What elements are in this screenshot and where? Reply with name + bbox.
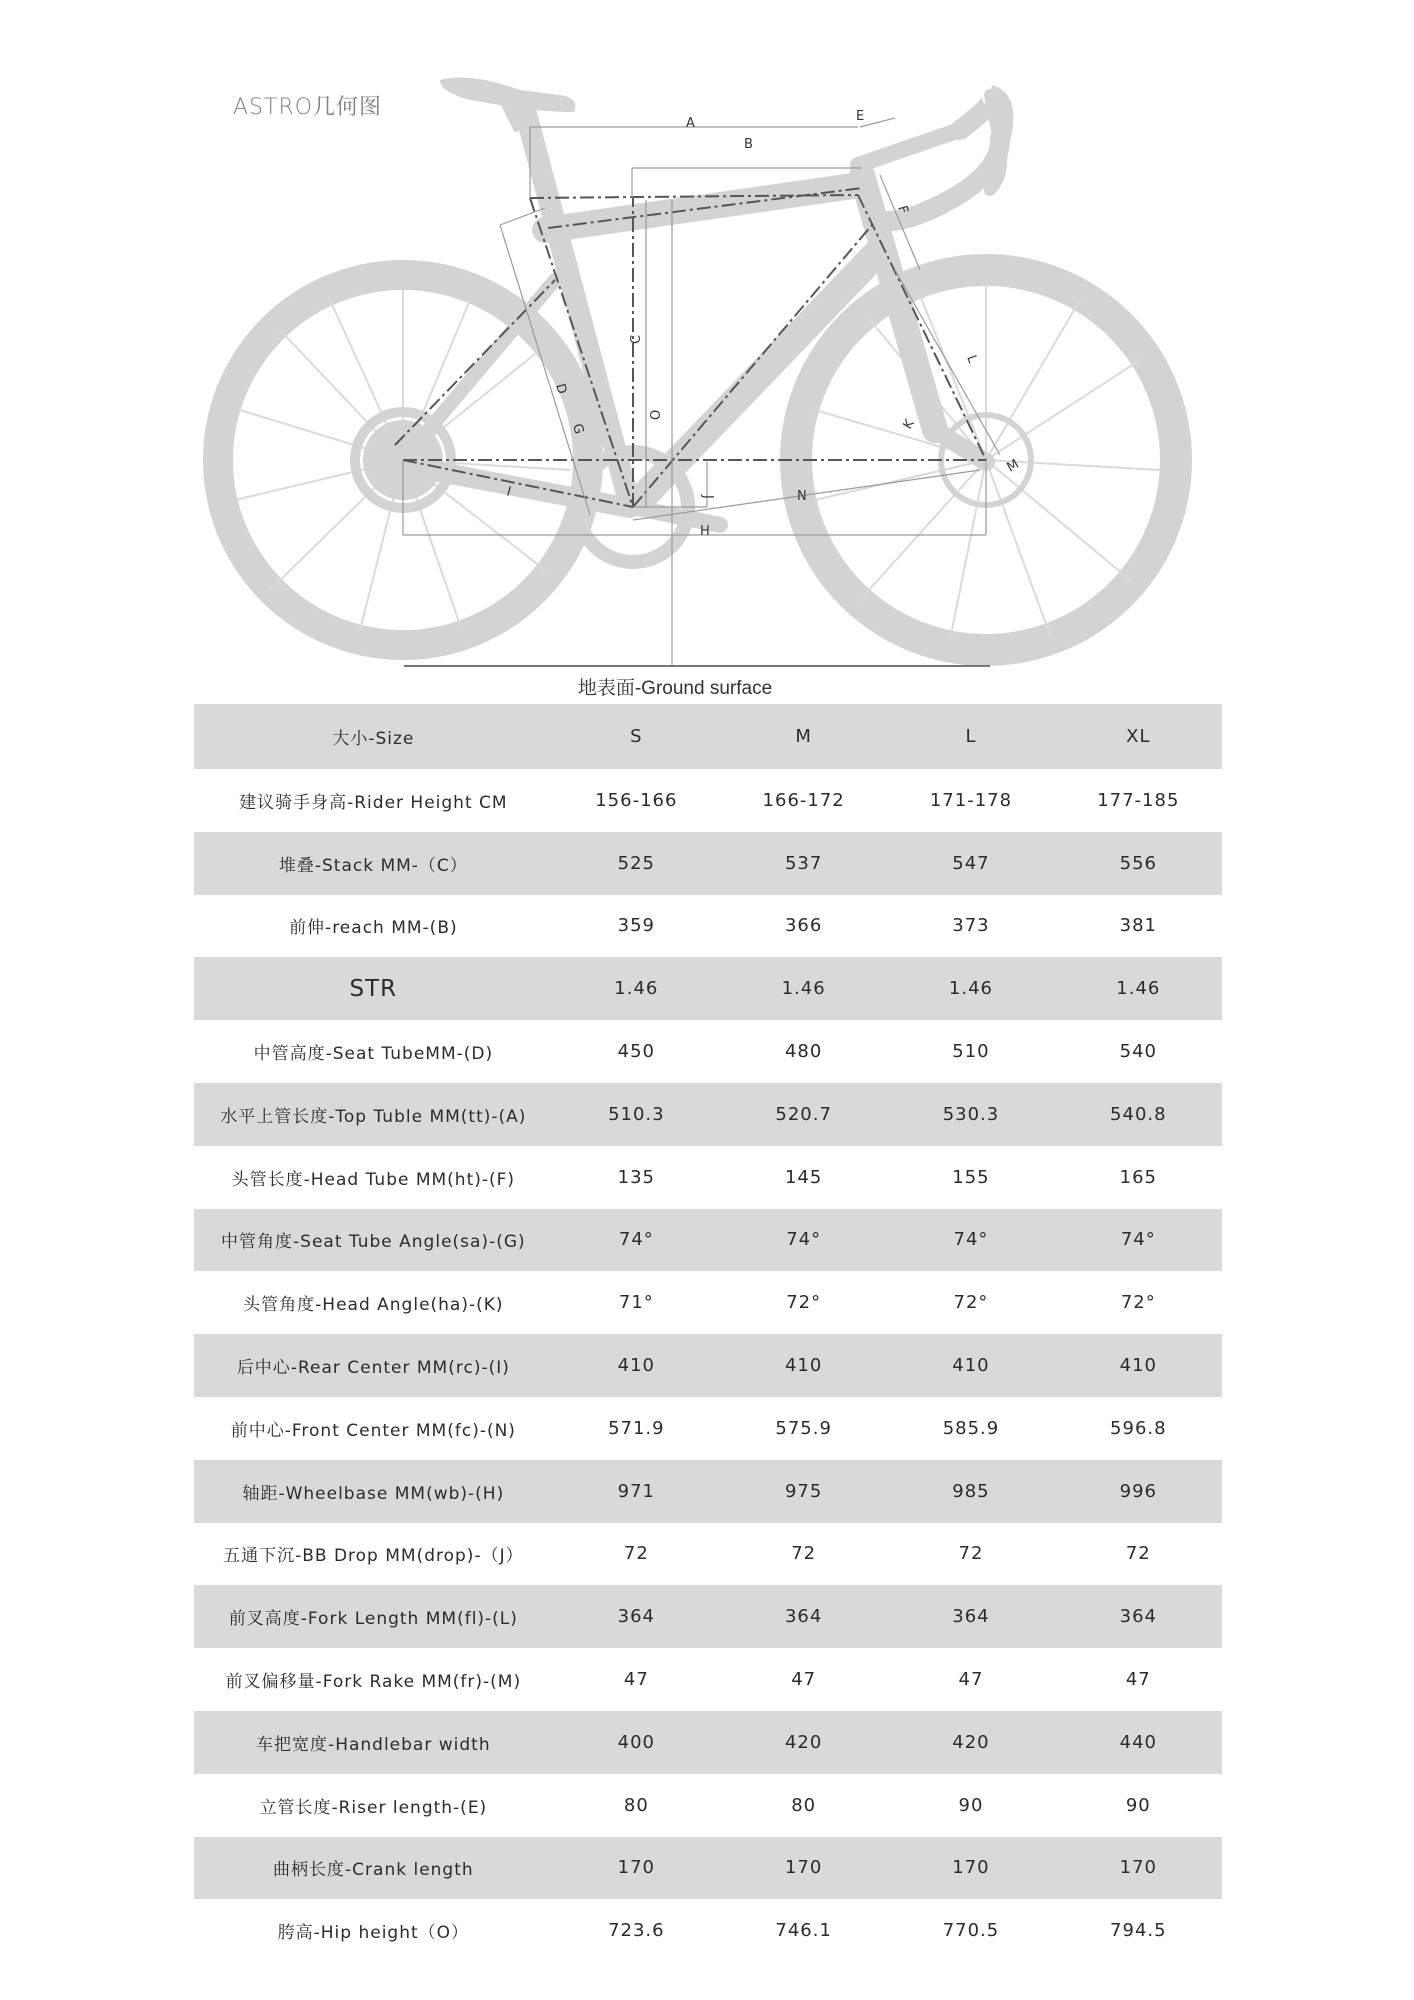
cell-value: 72° <box>953 1292 989 1314</box>
svg-text:N: N <box>797 489 807 504</box>
frame-silhouette <box>355 110 986 562</box>
cell-value: 170 <box>1119 1857 1157 1879</box>
svg-text:E: E <box>856 109 865 124</box>
cell-value: 72° <box>1120 1292 1156 1314</box>
svg-text:D: D <box>552 382 570 396</box>
cell-value: 47 <box>1125 1669 1151 1691</box>
cell-value: 510 <box>952 1041 990 1063</box>
cell-value: 80 <box>623 1794 649 1816</box>
row-label: 前叉高度-Fork Length MM(fl)-(L) <box>228 1609 518 1630</box>
cell-value: 556 <box>1119 852 1157 874</box>
svg-text:F: F <box>894 204 911 216</box>
cell-value: 74° <box>786 1229 822 1251</box>
cell-value: 177-185 <box>1097 789 1180 811</box>
cell-value: 74° <box>953 1229 989 1251</box>
cell-value: 420 <box>784 1731 823 1753</box>
cell-value: 72 <box>958 1543 984 1565</box>
cell-value: 410 <box>617 1355 656 1377</box>
cell-value: 381 <box>1119 915 1157 937</box>
table-row <box>194 957 1222 1020</box>
row-label: 堆叠-Stack MM-（C） <box>278 855 468 876</box>
cell-value: 135 <box>617 1166 656 1188</box>
table-row <box>194 1837 1222 1900</box>
table-row <box>194 1020 1222 1083</box>
row-label: 水平上管长度-Top Tuble MM(tt)-(A) <box>220 1106 527 1127</box>
cell-value: 47 <box>958 1669 984 1691</box>
svg-text:M: M <box>1004 456 1022 476</box>
cell-value: 996 <box>1119 1480 1157 1502</box>
svg-text:H: H <box>700 524 710 539</box>
cell-value: 770.5 <box>942 1920 1000 1942</box>
cell-value: 171-178 <box>929 789 1013 811</box>
cell-value: 71° <box>618 1292 654 1314</box>
cell-value: 540 <box>1119 1041 1157 1063</box>
cell-value: 364 <box>952 1606 990 1628</box>
cell-value: 72 <box>1125 1543 1151 1565</box>
svg-text:B: B <box>744 137 753 152</box>
cell-value: 575.9 <box>775 1417 832 1439</box>
svg-text:J: J <box>700 495 715 499</box>
table-header-row <box>194 704 1222 769</box>
cell-value: 74° <box>618 1229 654 1251</box>
cell-value: 364 <box>784 1606 823 1628</box>
cell-value: 47 <box>791 1669 817 1691</box>
cell-value: 90 <box>958 1794 984 1816</box>
cell-value: 166-172 <box>762 789 845 811</box>
row-label: 曲柄长度-Crank length <box>273 1860 474 1881</box>
cell-value: 80 <box>791 1794 817 1816</box>
cell-value: 520.7 <box>775 1103 832 1125</box>
cell-value: 400 <box>617 1731 656 1753</box>
header-size-s: S <box>630 726 643 747</box>
cell-value: 373 <box>952 915 990 937</box>
cell-value: 72 <box>623 1543 649 1565</box>
cell-value: 571.9 <box>608 1417 665 1439</box>
cell-value: 366 <box>784 915 823 937</box>
cell-value: 547 <box>952 852 990 874</box>
row-label: 中管角度-Seat Tube Angle(sa)-(G) <box>221 1232 526 1253</box>
row-label: 头管角度-Head Angle(ha)-(K) <box>243 1295 504 1316</box>
row-label: 轴距-Wheelbase MM(wb)-(H) <box>242 1483 505 1504</box>
row-label: 后中心-Rear Center MM(rc)-(I) <box>236 1358 510 1379</box>
table-row <box>194 1711 1222 1774</box>
table-row <box>194 832 1222 895</box>
table-row <box>194 1899 1222 1962</box>
cell-value: 90 <box>1125 1794 1151 1816</box>
table-row <box>194 1585 1222 1648</box>
table-row <box>194 1146 1222 1209</box>
cell-value: 723.6 <box>608 1920 665 1942</box>
svg-text:G: G <box>569 422 587 436</box>
svg-text:A: A <box>686 116 695 131</box>
cell-value: 364 <box>1119 1606 1157 1628</box>
cell-value: 510.3 <box>608 1103 665 1125</box>
svg-text:I: I <box>504 484 513 500</box>
cell-value: 596.8 <box>1110 1417 1167 1439</box>
cell-value: 145 <box>784 1166 823 1188</box>
table-row <box>194 1271 1222 1334</box>
table-row <box>194 1460 1222 1523</box>
cell-value: 170 <box>952 1857 990 1879</box>
cell-value: 530.3 <box>942 1103 1000 1125</box>
cell-value: 480 <box>784 1041 823 1063</box>
cell-value: 410 <box>1119 1355 1157 1377</box>
svg-text:O: O <box>649 409 664 420</box>
cell-value: 156-166 <box>595 789 678 811</box>
row-label: 五通下沉-BB Drop MM(drop)-（J） <box>223 1546 524 1567</box>
svg-text:L: L <box>963 353 980 366</box>
row-label: 前叉偏移量-Fork Rake MM(fr)-(M) <box>225 1672 522 1693</box>
cell-value: 1.46 <box>781 978 826 1000</box>
cell-value: 794.5 <box>1110 1920 1167 1942</box>
header-size-m: M <box>795 726 812 747</box>
cell-value: 1.46 <box>614 978 659 1000</box>
table-row <box>194 1648 1222 1711</box>
table-row <box>194 1209 1222 1272</box>
row-label: 前中心-Front Center MM(fc)-(N) <box>230 1420 516 1441</box>
svg-text:K: K <box>900 417 918 432</box>
page-title: ASTRO几何图 <box>233 95 383 120</box>
cell-value: 74° <box>1120 1229 1156 1251</box>
cell-value: 72° <box>786 1292 822 1314</box>
cell-value: 170 <box>617 1857 656 1879</box>
table-row <box>194 895 1222 958</box>
cell-value: 410 <box>784 1355 823 1377</box>
row-label: 头管长度-Head Tube MM(ht)-(F) <box>231 1169 516 1190</box>
cell-value: 975 <box>784 1480 823 1502</box>
cell-value: 410 <box>952 1355 990 1377</box>
table-row <box>194 1334 1222 1397</box>
table-row <box>194 1397 1222 1460</box>
cell-value: 155 <box>952 1166 990 1188</box>
cell-value: 985 <box>952 1480 990 1502</box>
cell-value: 440 <box>1119 1731 1157 1753</box>
table-row <box>194 769 1222 832</box>
cell-value: 359 <box>617 915 656 937</box>
row-label: 建议骑手身高-Rider Height CM <box>239 792 508 813</box>
cell-value: 47 <box>623 1669 649 1691</box>
ground-surface-label: 地表面-Ground surface <box>577 678 773 699</box>
cell-value: 525 <box>617 852 656 874</box>
cell-value: 537 <box>784 852 823 874</box>
header-label: 大小-Size <box>332 729 415 749</box>
row-label: 车把宽度-Handlebar width <box>256 1734 491 1755</box>
cell-value: 450 <box>617 1041 656 1063</box>
cell-value: 364 <box>617 1606 656 1628</box>
table-row <box>194 1083 1222 1146</box>
bike-geometry-diagram <box>0 0 1414 700</box>
table-row <box>194 1523 1222 1586</box>
cell-value: 72 <box>791 1543 817 1565</box>
cell-value: 420 <box>952 1731 990 1753</box>
cell-value: 1.46 <box>948 978 993 1000</box>
cell-value: 746.1 <box>775 1920 832 1942</box>
svg-text:C: C <box>629 334 644 344</box>
cell-value: 1.46 <box>1116 978 1161 1000</box>
geometry-lines <box>395 188 986 507</box>
cell-value: 971 <box>617 1480 656 1502</box>
row-label: STR <box>349 975 398 1002</box>
table-row <box>194 1774 1222 1837</box>
row-label: 前伸-reach MM-(B) <box>289 918 458 939</box>
geometry-table <box>194 704 1222 1962</box>
cell-value: 165 <box>1119 1166 1157 1188</box>
header-size-xl: XL <box>1126 726 1151 747</box>
header-size-l: L <box>965 726 977 747</box>
cell-value: 170 <box>784 1857 823 1879</box>
row-label: 胯高-Hip height（O） <box>277 1923 470 1944</box>
cell-value: 585.9 <box>942 1417 1000 1439</box>
row-label: 立管长度-Riser length-(E) <box>259 1797 488 1818</box>
cell-value: 540.8 <box>1110 1103 1167 1125</box>
row-label: 中管高度-Seat TubeMM-(D) <box>253 1044 494 1065</box>
